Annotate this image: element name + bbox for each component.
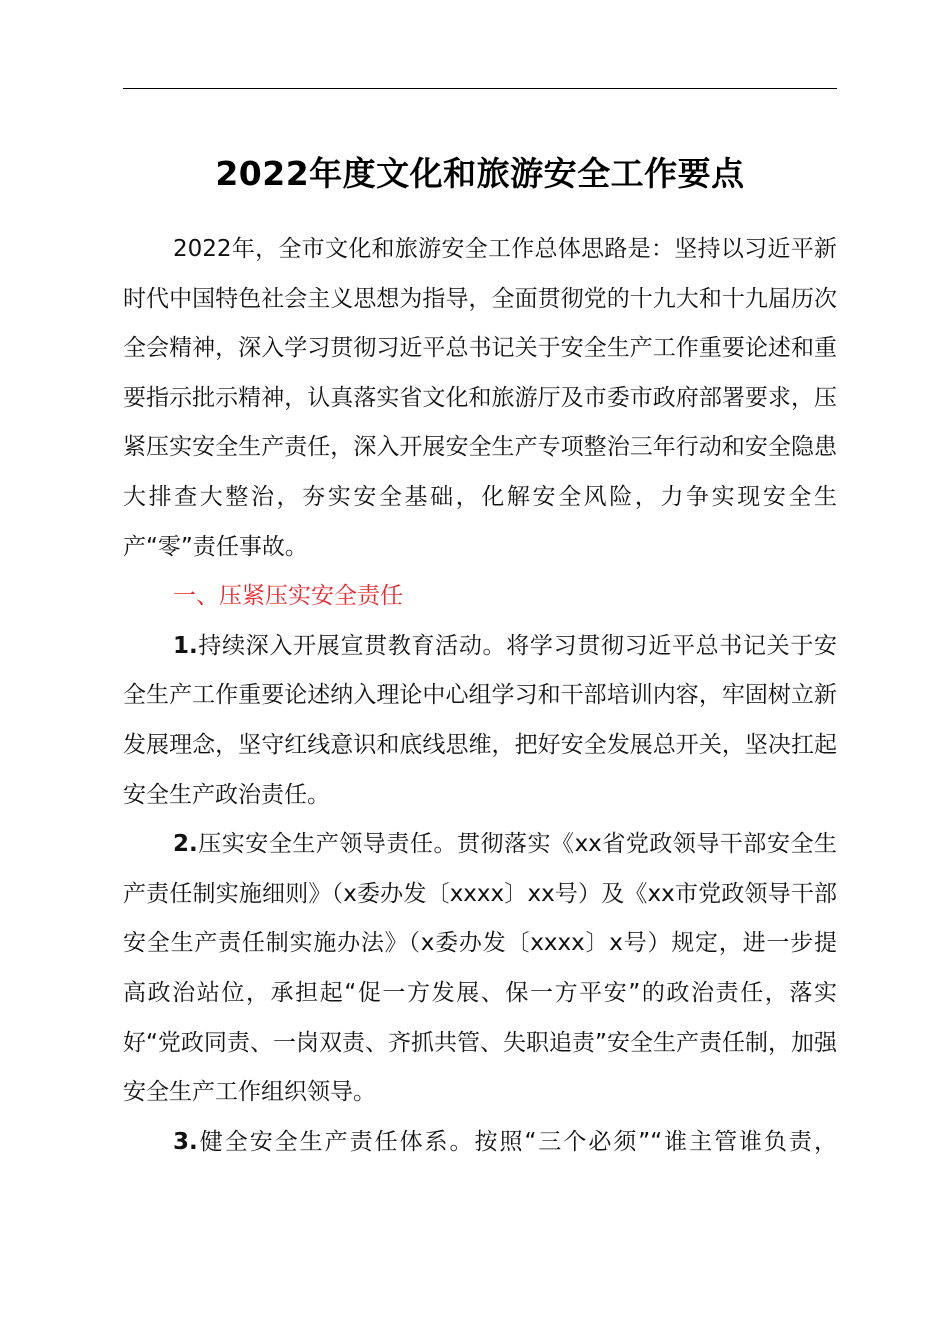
item-paragraph-2 — [123, 820, 837, 1118]
item-text-3: 健全安全生产责任体系。按照“三个必须”“谁主管谁负责， — [197, 1128, 837, 1155]
item-text-2: 压实安全生产领导责任。贯彻落实《xx省党政领导干部安全生产责任制实施细则》（x委办发〔xxxx〕xx号）及《xx市党政领导干部安全生产责任制实施办法》（x委办发〔xxxx〕x号）规定，进一步提高政治站位，承担起“促一方发展、保一方平安”的政治责任，落实好“党政同责、一岗双责、齐抓共管、失职追责”安全生产责任制，加强安全生产工作组织领导。 — [123, 831, 837, 1106]
item-number-2: 2. — [173, 831, 198, 858]
item-number-3: 3. — [173, 1128, 198, 1155]
item-paragraph-1 — [123, 622, 837, 820]
header-rule — [123, 88, 837, 89]
item-text-1: 持续深入开展宣贯教育活动。将学习贯彻习近平总书记关于安全生产工作重要论述纳入理论中心组学习和干部培训内容，牢固树立新发展理念，坚守红线意识和底线思维，把好安全发展总开关，坚决扛起安全生产政治责任。 — [123, 632, 837, 808]
document-body — [123, 225, 837, 1167]
intro-paragraph: 2022年，全市文化和旅游安全工作总体思路是：坚持以习近平新时代中国特色社会主义思想为指导，全面贯彻党的十九大和十九届历次全会精神，深入学习贯彻习近平总书记关于安全生产工作重要论述和重要指示批示精神，认真落实省文化和旅游厅及市委市政府部署要求，压紧压实安全生产责任，深入开展安全生产专项整治三年行动和安全隐患大排查大整治，夯实安全基础，化解安全风险，力争实现安全生产“零”责任事故。 — [123, 236, 837, 560]
section-heading-1: 一、压紧压实安全责任 — [173, 583, 403, 610]
document-title: 2022年度文化和旅游安全工作要点 — [215, 154, 745, 193]
item-paragraph-3 — [123, 1118, 837, 1168]
item-number-1: 1. — [173, 632, 198, 659]
